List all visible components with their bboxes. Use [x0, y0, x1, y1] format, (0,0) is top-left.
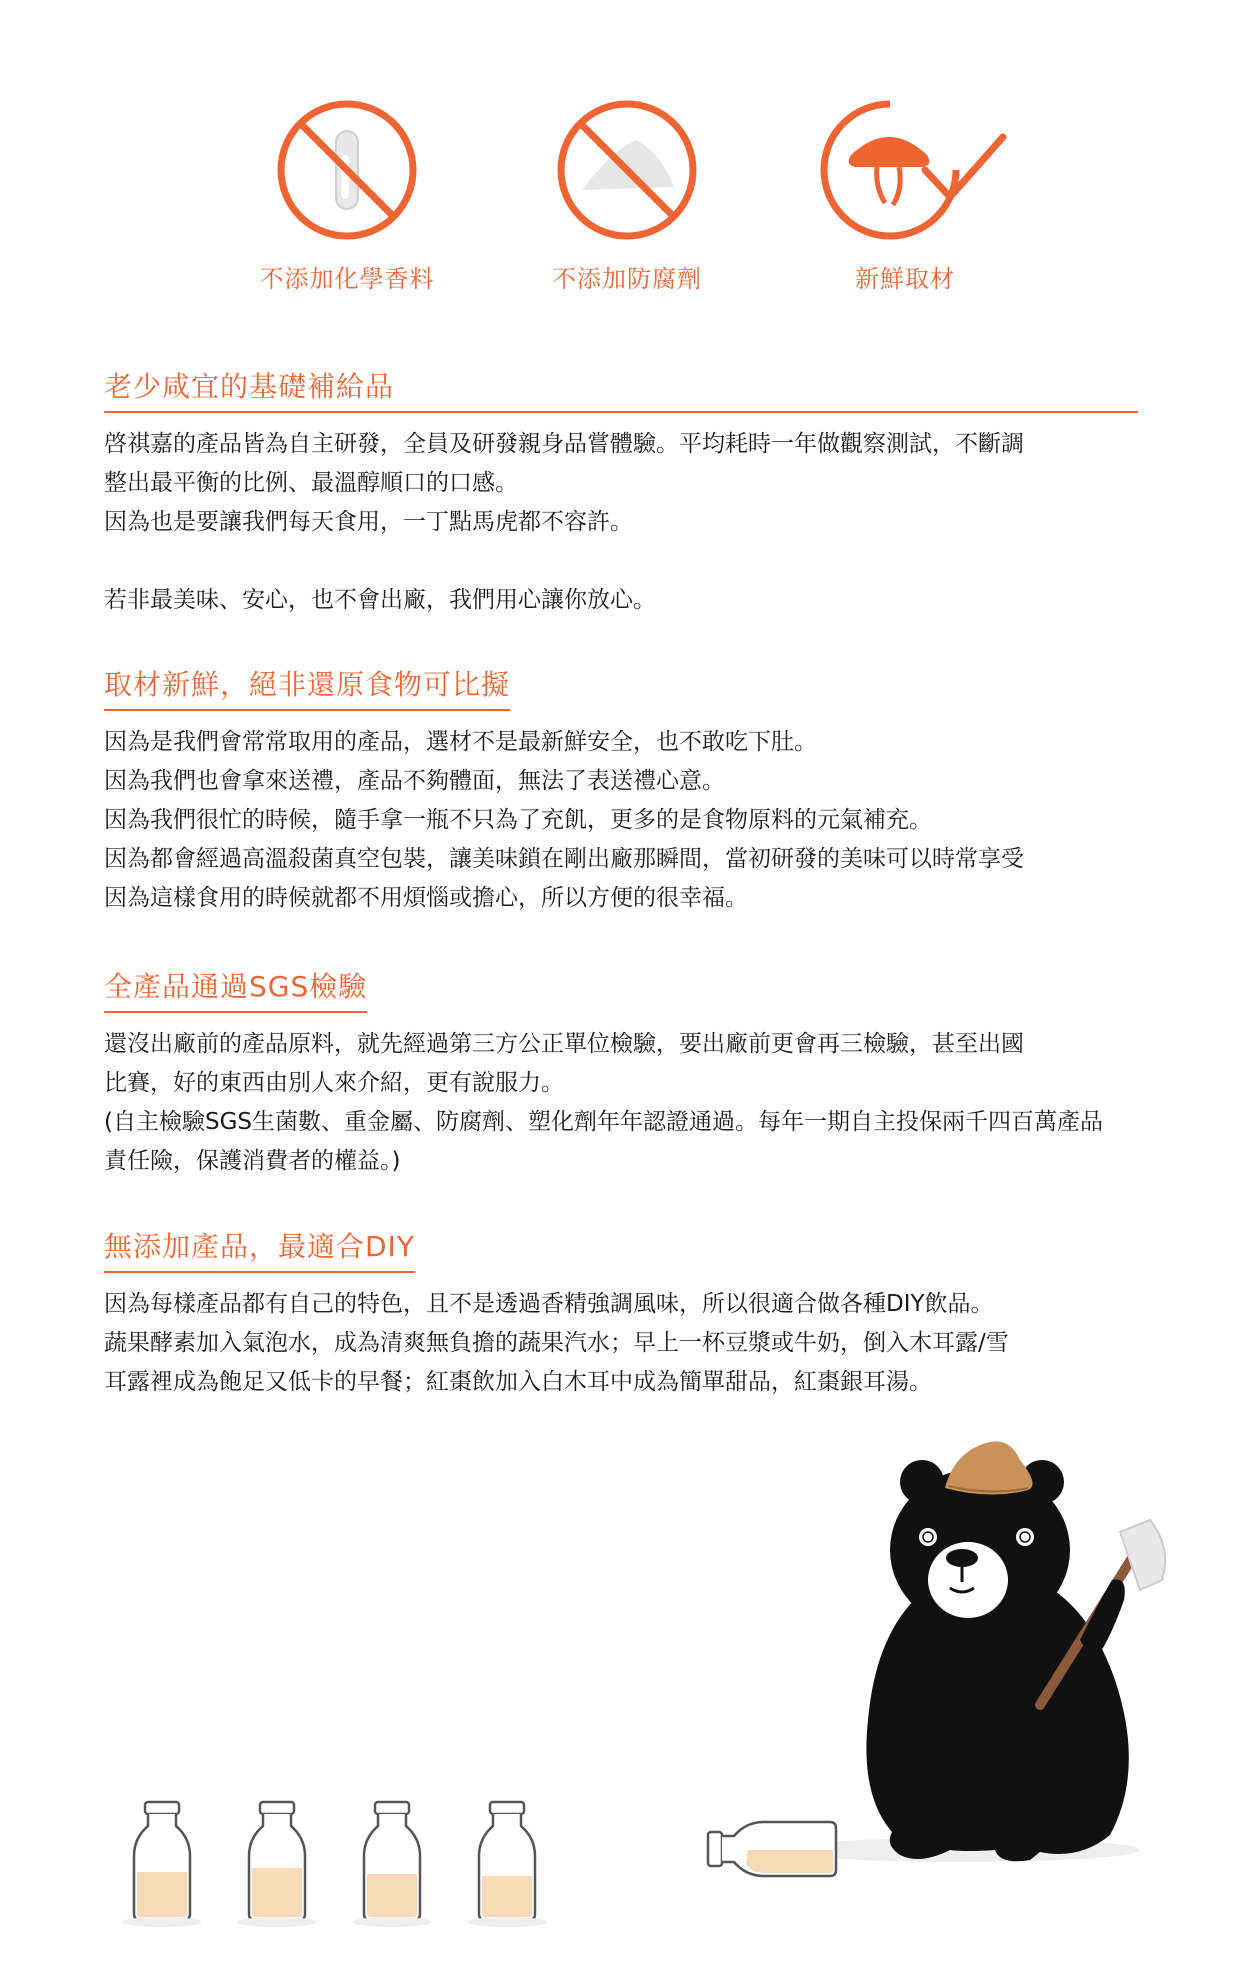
body-line: 比賽，好的東西由別人來介紹，更有說服力。: [104, 1070, 564, 1096]
badge-no-chemical-flavor: [257, 95, 437, 294]
body-line: 耳露裡成為飽足又低卡的早餐；紅棗飲加入白木耳中成為簡單甜品，紅棗銀耳湯。: [104, 1369, 932, 1395]
section-title: 老少咸宜的基礎補給品: [104, 365, 1138, 413]
badge-label: 不添加化學香料: [259, 265, 435, 293]
section-body: [104, 723, 1138, 918]
no-chemical-flavor-icon: [272, 95, 422, 245]
body-line: 因為這樣食用的時候就都不用煩惱或擔心，所以方便的很幸福。: [104, 885, 748, 911]
body-line: 因為都會經過高溫殺菌真空包裝，讓美味鎖在剛出廠那瞬間，當初研發的美味可以時常享受: [104, 846, 1024, 872]
body-line: 因為我們也會拿來送禮，產品不夠體面，無法了表送禮心意。: [104, 768, 725, 794]
section-diy: [104, 1225, 1138, 1402]
fallen-bottle-icon: [708, 1822, 836, 1876]
body-line: 若非最美味、安心，也不會出廠，我們用心讓你放心。: [104, 587, 656, 613]
bear-scene-svg: [0, 1440, 1250, 1967]
body-line: 整出最平衡的比例、最溫醇順口的口感。: [104, 470, 518, 496]
body-line: 因為也是要讓我們每天食用，一丁點馬虎都不容許。: [104, 509, 633, 535]
body-line: (自主檢驗SGS生菌數、重金屬、防腐劑、塑化劑年年認證通過。每年一期自主投保兩千四百萬產品: [104, 1109, 1103, 1135]
body-line: 因為我們很忙的時候，隨手拿一瓶不只為了充飢，更多的是食物原料的元氣補充。: [104, 807, 932, 833]
bear-icon: [866, 1441, 1165, 1861]
section-title: 全產品通過SGS檢驗: [104, 965, 367, 1013]
section-fresh-ingredients: [104, 663, 1138, 918]
body-line: 還沒出廠前的產品原料，就先經過第三方公正單位檢驗，要出廠前更會再三檢驗，甚至出國: [104, 1031, 1024, 1057]
bear-illustration: [0, 1440, 1250, 1967]
section-body: [104, 1025, 1138, 1181]
bottle-icon: [467, 1802, 547, 1927]
section-sgs-tested: [104, 965, 1138, 1181]
section-body: [104, 1285, 1138, 1402]
body-line: 啓祺嘉的產品皆為自主研發，全員及研發親身品嘗體驗。平均耗時一年做觀察測試，不斷調: [104, 431, 1024, 457]
section-title: 無添加產品，最適合DIY: [104, 1225, 415, 1273]
section-body: [104, 425, 1138, 620]
fresh-ingredient-icon: [815, 95, 1025, 245]
badge-label: 新鮮取材: [855, 265, 955, 293]
bottle-icon: [122, 1802, 202, 1927]
bottle-icon: [352, 1802, 432, 1927]
bottle-icon: [237, 1802, 317, 1927]
badge-label: 不添加防腐劑: [552, 265, 702, 293]
body-line: 因為是我們會常常取用的產品，選材不是最新鮮安全，也不敢吃下肚。: [104, 729, 817, 755]
section-title: 取材新鮮，絕非還原食物可比擬: [104, 663, 510, 711]
section-base-supplement: [104, 365, 1138, 620]
body-line: 責任險，保護消費者的權益。): [104, 1148, 401, 1174]
body-line: 蔬果酵素加入氣泡水，成為清爽無負擔的蔬果汽水；早上一杯豆漿或牛奶，倒入木耳露/雪: [104, 1330, 1009, 1356]
badge-no-preservative: [537, 95, 717, 294]
no-preservative-icon: [552, 95, 702, 245]
body-line: 因為每樣產品都有自己的特色，且不是透過香精強調風味，所以很適合做各種DIY飲品。: [104, 1291, 994, 1317]
badge-fresh-ingredient: [815, 95, 1025, 294]
feature-badges: [0, 95, 1250, 295]
